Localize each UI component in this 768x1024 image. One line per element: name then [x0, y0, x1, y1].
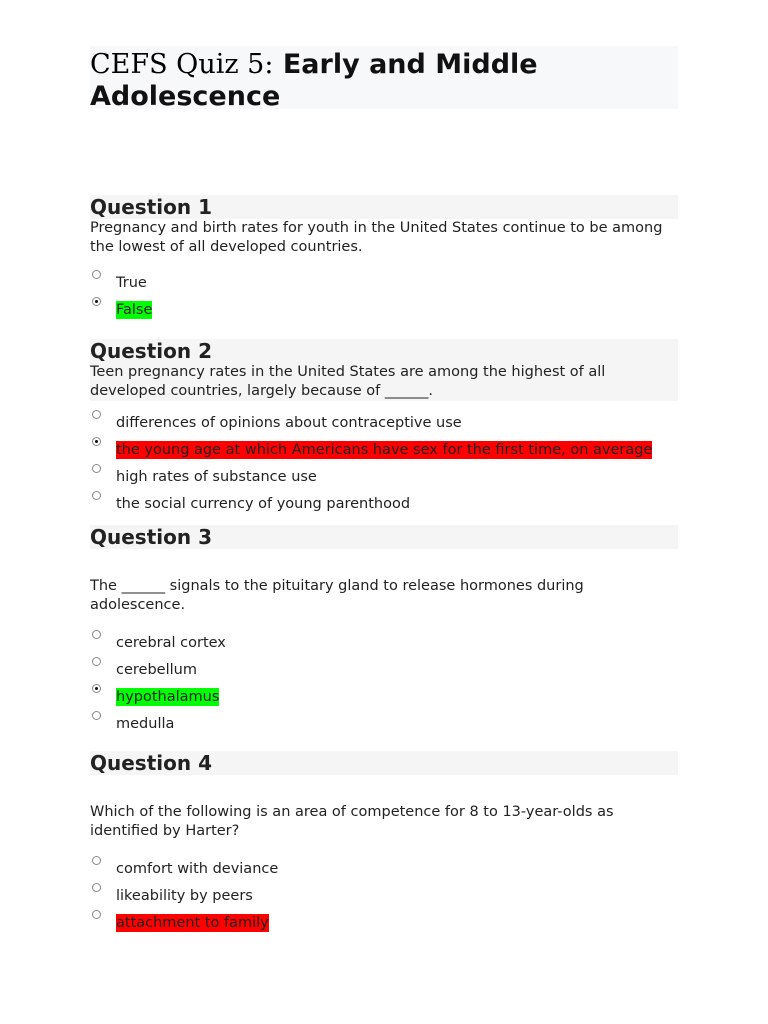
quiz-title: [90, 49, 678, 113]
answer-option[interactable]: [90, 629, 678, 656]
question-3: [90, 525, 678, 737]
radio-button-unchecked[interactable]: [92, 630, 101, 639]
question-3-heading: Question 3: [90, 525, 678, 549]
answer-label: cerebellum: [116, 662, 197, 678]
radio-button-unchecked[interactable]: [92, 711, 101, 720]
question-1-answers: [90, 269, 678, 323]
radio-button-unchecked[interactable]: [92, 883, 101, 892]
radio-button-checked[interactable]: [92, 684, 101, 693]
question-3-text: The ______ signals to the pituitary gland to release hormones during adolescence.: [90, 578, 584, 613]
answer-option[interactable]: [90, 909, 678, 936]
radio-button-unchecked[interactable]: [92, 910, 101, 919]
radio-button-unchecked[interactable]: [92, 410, 101, 419]
answer-option[interactable]: [90, 296, 678, 323]
answer-label: differences of opinions about contraceptive use: [116, 415, 462, 431]
question-2-answers: [90, 409, 678, 517]
question-1: [90, 195, 678, 323]
answer-label: comfort with deviance: [116, 861, 279, 877]
radio-button-unchecked[interactable]: [92, 491, 101, 500]
answer-option[interactable]: [90, 463, 678, 490]
answer-label: the social currency of young parenthood: [116, 496, 411, 512]
answer-option[interactable]: [90, 269, 678, 296]
answer-option[interactable]: [90, 683, 678, 710]
answer-option[interactable]: [90, 436, 678, 463]
radio-button-unchecked[interactable]: [92, 464, 101, 473]
answer-option[interactable]: [90, 656, 678, 683]
radio-button-unchecked[interactable]: [92, 657, 101, 666]
answer-label-incorrect: attachment to family: [116, 915, 269, 931]
answer-label: high rates of substance use: [116, 469, 317, 485]
answer-label: medulla: [116, 716, 175, 732]
answer-label-correct: False: [116, 302, 153, 318]
answer-option[interactable]: [90, 490, 678, 517]
quiz-page: [90, 46, 678, 931]
radio-button-unchecked[interactable]: [92, 270, 101, 279]
answer-label: True: [116, 275, 147, 291]
question-1-heading: Question 1: [90, 195, 678, 219]
radio-button-unchecked[interactable]: [92, 856, 101, 865]
question-2-heading: Question 2: [90, 339, 678, 363]
question-4-heading: Question 4: [90, 751, 678, 775]
quiz-title-prefix: CEFS Quiz 5:: [90, 49, 274, 80]
answer-option[interactable]: [90, 855, 678, 882]
question-1-text: Pregnancy and birth rates for youth in the United States continue to be among the lowest of all developed countries.: [90, 220, 663, 255]
answer-label: cerebral cortex: [116, 635, 226, 651]
question-3-answers: [90, 629, 678, 737]
answer-option[interactable]: [90, 710, 678, 737]
answer-label-correct: hypothalamus: [116, 689, 220, 705]
answer-option[interactable]: [90, 409, 678, 436]
question-4-answers: [90, 855, 678, 936]
radio-button-checked[interactable]: [92, 437, 101, 446]
question-4-text: Which of the following is an area of competence for 8 to 13-year-olds as identified by Harter?: [90, 804, 614, 839]
answer-label: likeability by peers: [116, 888, 253, 904]
answer-label-incorrect: the young age at which Americans have sex for the first time, on average: [116, 442, 653, 458]
quiz-title-rest: Early and Middle Adolescence: [90, 49, 538, 112]
quiz-title-box: [90, 46, 678, 112]
question-2-text: Teen pregnancy rates in the United States are among the highest of all developed countries, largely because of ______.: [90, 363, 678, 401]
question-2: [90, 339, 678, 517]
answer-option[interactable]: [90, 882, 678, 909]
radio-button-checked[interactable]: [92, 297, 101, 306]
question-4: [90, 751, 678, 936]
